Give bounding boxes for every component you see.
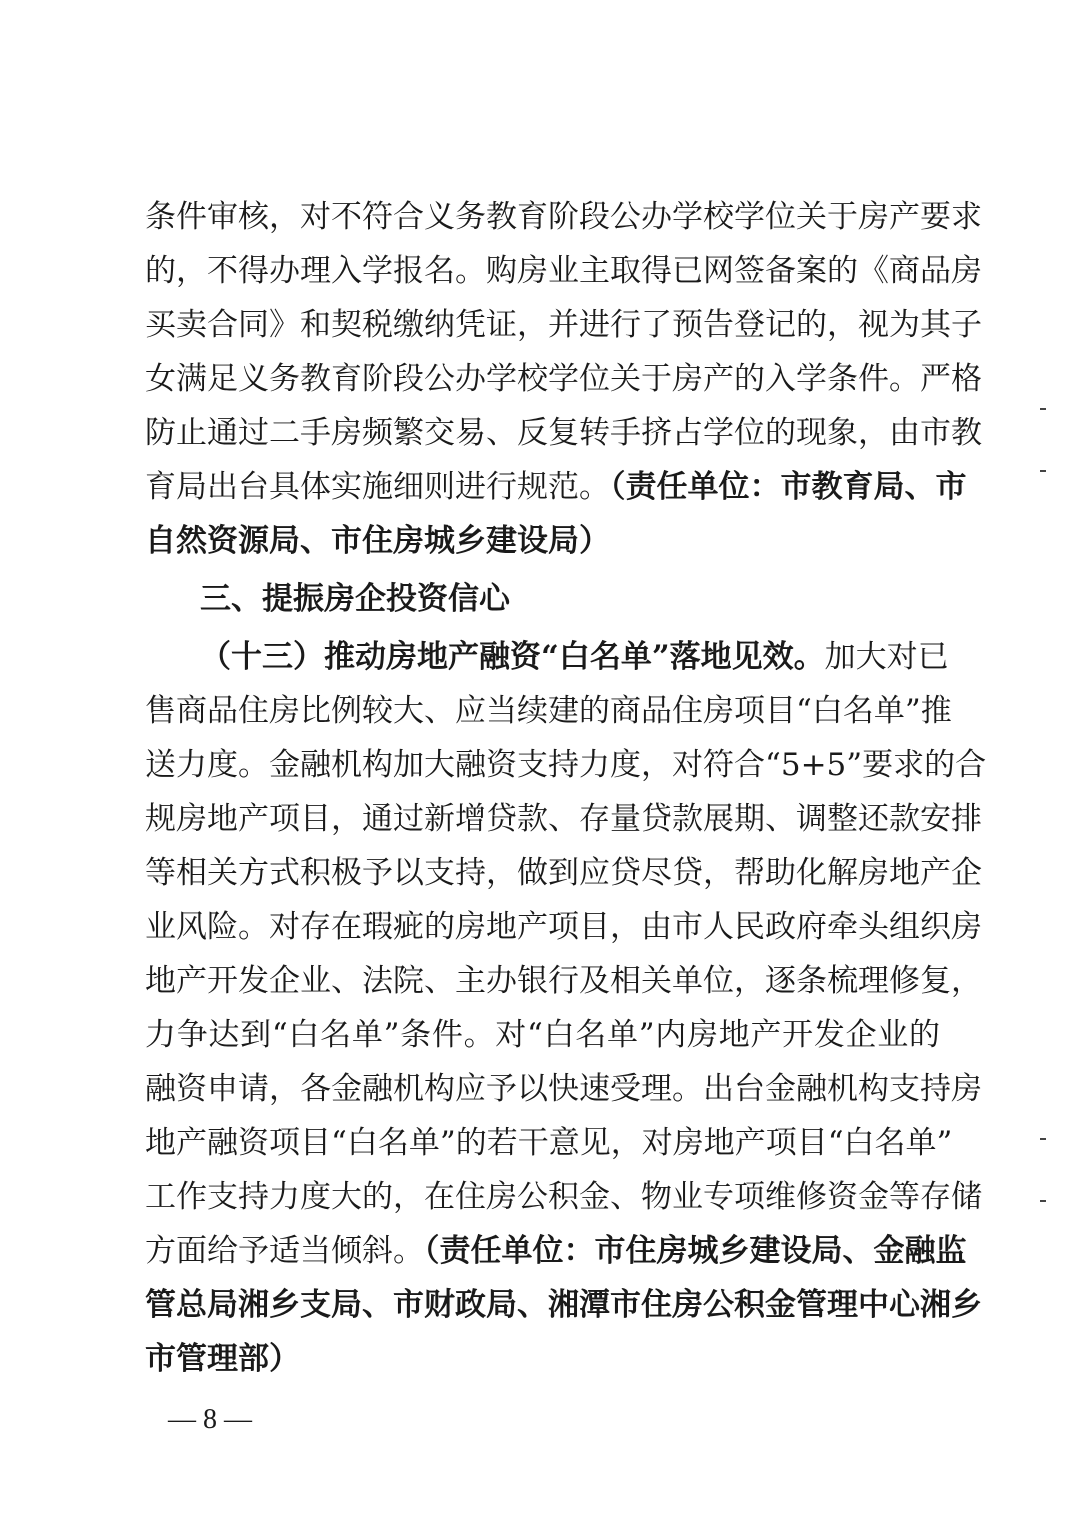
responsible-units-label: （责任单位：市住房城乡建设局、金融监 xyxy=(424,1233,967,1269)
para2-text: 方面给予适当倾斜。 xyxy=(145,1233,424,1269)
responsible-units-label: 自然资源局、市住房城乡建设局） xyxy=(145,523,610,559)
responsible-units-label: 市管理部） xyxy=(145,1341,300,1377)
para1-line xyxy=(145,461,967,513)
para2-line: 力争达到“白名单”条件。对“白名单”内房地产开发企业的 xyxy=(145,1017,940,1053)
para2-line: 地产融资项目“白名单”的若干意见，对房地产项目“白名单” xyxy=(145,1125,953,1161)
para2-line: 送力度。金融机构加大融资支持力度，对符合“5+5”要求的合 xyxy=(145,747,987,783)
item-title: （十三）推动房地产融资“白名单”落地见效。 xyxy=(200,639,825,675)
para2-line xyxy=(145,1225,967,1277)
para2-line: 融资申请，各金融机构应予以快速受理。出台金融机构支持房 xyxy=(145,1071,982,1107)
scan-mark xyxy=(1040,408,1046,410)
para2-line: 工作支持力度大的，在住房公积金、物业专项维修资金等存储 xyxy=(145,1179,982,1215)
scan-mark xyxy=(1040,470,1046,472)
para1-text: 育局出台具体实施细则进行规范。 xyxy=(145,469,610,505)
responsible-units-label: （责任单位：市教育局、市 xyxy=(610,469,967,505)
para1-line: 女满足义务教育阶段公办学校学位关于房产的入学条件。严格 xyxy=(145,361,982,397)
para1-line: 防止通过二手房频繁交易、反复转手挤占学位的现象，由市教 xyxy=(145,415,982,451)
para1-line: 买卖合同》和契税缴纳凭证，并进行了预告登记的，视为其子 xyxy=(145,307,982,343)
para1-line: 的，不得办理入学报名。购房业主取得已网签备案的《商品房 xyxy=(145,253,982,289)
para2-line xyxy=(200,631,949,683)
para2-line: 等相关方式积极予以支持，做到应贷尽贷，帮助化解房地产企 xyxy=(145,855,982,891)
para2-line: 售商品住房比例较大、应当续建的商品住房项目“白名单”推 xyxy=(145,693,952,729)
para2-line: 地产开发企业、法院、主办银行及相关单位，逐条梳理修复， xyxy=(145,963,982,999)
para2-text: 加大对已 xyxy=(824,639,949,675)
responsible-units-label: 管总局湘乡支局、市财政局、湘潭市住房公积金管理中心湘乡 xyxy=(145,1287,982,1323)
para1-line: 条件审核，对不符合义务教育阶段公办学校学位关于房产要求 xyxy=(145,199,982,235)
page-number: — 8 — xyxy=(168,1404,252,1435)
section-heading: 三、提振房企投资信心 xyxy=(200,581,510,617)
para2-line: 规房地产项目，通过新增贷款、存量贷款展期、调整还款安排 xyxy=(145,801,982,837)
para2-line: 业风险。对存在瑕疵的房地产项目，由市人民政府牵头组织房 xyxy=(145,909,982,945)
scan-mark xyxy=(1040,1200,1046,1202)
scan-mark xyxy=(1040,1138,1046,1140)
